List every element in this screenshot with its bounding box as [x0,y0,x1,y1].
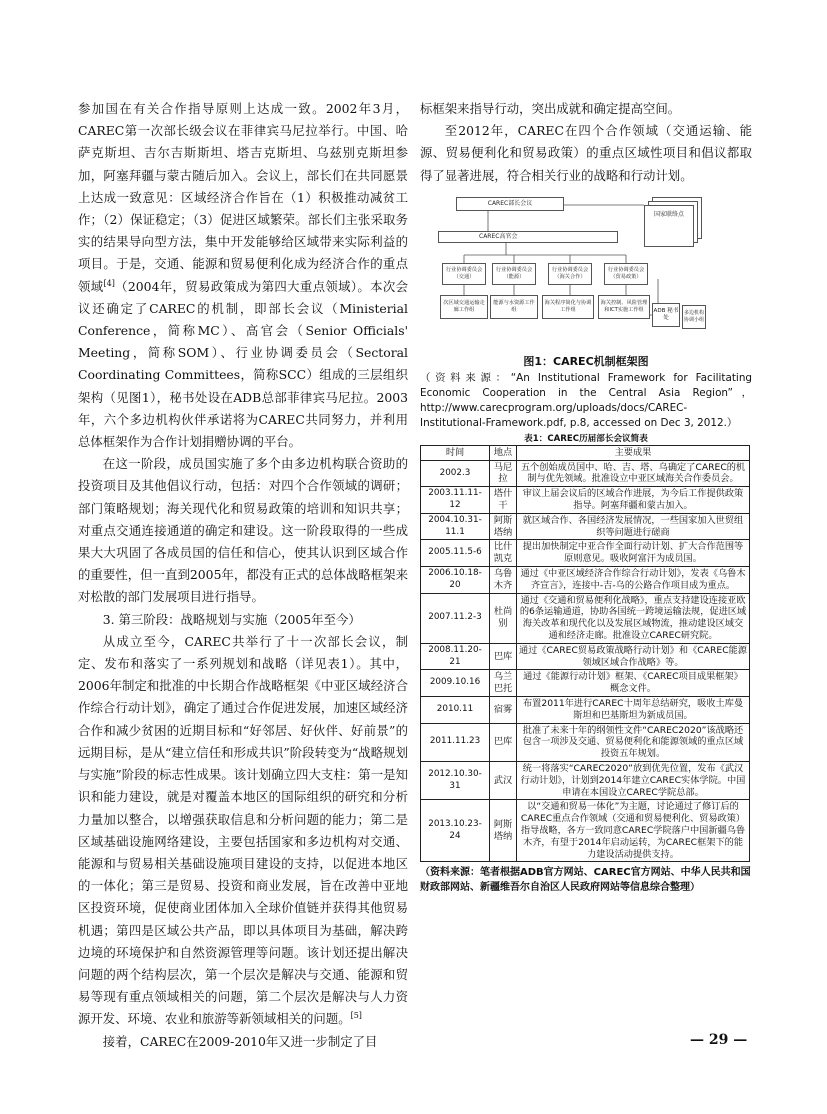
committee-box-transport: 行业协调委员会（交通） [442,263,486,285]
working-group-box-2: 能源与水资源工作组 [490,295,538,319]
table-cell-result: 提出加快制定中亚合作全面行动计划、扩大合作范围等原则意见。吸收阿富汗为成员国。 [517,540,750,567]
body-paragraph-6: 至2012年，CAREC在四个合作领域（交通运输、能源、贸易便利化和贸易政策）的重点区域性项目和倡议都取得了显著进展，符合相关行业的战略和行动计划。 [420,123,752,183]
committee-box-customs: 行业协调委员会（海关合作） [548,263,592,285]
table-cell-result: 五个创始成员国中、哈、吉、塔、乌确定了CAREC的机制与优先领域。批准设立中亚区域海关合作委员会。 [517,460,750,487]
table-cell-result: 通过《CAREC贸易政策战略行动计划》和《CAREC能源领域区域合作战略》等。 [517,643,750,670]
working-group-box-1: 次区域交通运输走廊工作组 [440,295,488,319]
national-focal-points-box: 国家联络点 [644,205,694,247]
citation-ref: [5] [350,1011,362,1021]
table-header-place: 地点 [490,445,517,460]
table-cell-date: 2006.10.18-20 [421,566,490,593]
body-paragraph-1: 参加国在有关合作指导原则上达成一致。2002年3月，CAREC第一次部长级会议在菲律宾马尼拉举行。中国、哈萨克斯坦、吉尔吉斯斯坦、塔吉克斯坦、乌兹别克斯坦参加，阿塞拜疆与蒙古随后加入。会议上，部长们在共同愿景上达成一致意见：区域经济合作旨在（1）积极推动减贫工作；（2）保证稳定；（3）促进区域繁荣。部长们主张采取务实的结果导向型方法，集中开发能够给区域带来实际利益的项目。于是，交通、能源和贸易便利化成为经济合作的重点领域[4]（2004年，贸易政策成为第四大重点领域）。本次会议还确定了CAREC的机制，即部长会议（Ministerial Conference，简称MC）、高官会（Senior Officials' Meeting，简称SOM）、行业协调委员会（Sectoral Coordinating Committees，简称SCC）组成的三层组织架构（见图1），秘书处设在ADB总部菲律宾马尼拉。2003年，六个多边机构伙伴承诺将为CAREC共同努力，并利用总体框架作为合作计划捐赠协调的平台。 [78,101,408,450]
table-cell-place: 阿斯塔纳 [490,513,517,540]
table-cell-place: 巴库 [490,643,517,670]
body-paragraph-3: 从成立至今，CAREC共举行了十一次部长会议，制定、发布和落实了一系列规划和战略（详见表1）。其中，2006年制定和批准的中长期合作战略框架《中亚区域经济合作综合行动计划》，确定了通过合作促进发展，加速区域经济合作和减少贫困的近期目标和“好邻居、好伙伴、好前景”的远期目标，是从“建立信任和形成共识”阶段转变为“战略规划与实施”阶段的标志性成果。该计划确立四大支柱：第一是知识和能力建设，就是对覆盖本地区的国际组织的研究和分析力量加以整合，以增强获取信息和分析问题的能力；第二是区域基础设施网络建设，主要包括国家和多边机构对交通、能源和与贸易相关基础设施项目建设的支持，以促进本地区的一体化；第三是贸易、投资和商业发展，旨在改善中亚地区投资环境，促使商业团体加入全球价值链并获得其他贸易机遇；第四是区域公共产品，即以具体项目为基础，解决跨边境的环境保护和自然资源管理等问题。该计划还提出解决问题的两个结构层次，第一个层次是解决与交通、能源和贸易等现有重点领域相关的问题，第二个层次是解决与人力资源开发、环境、农业和旅游等新领域相关的问题。[5] [78,633,408,1027]
table-cell-place: 武汉 [490,761,517,799]
table-cell-date: 2002.3 [421,460,490,487]
section-heading: 3. 第三阶段：战略规划与实施（2005年至今） [102,611,361,627]
ministerial-meetings-table [420,445,750,863]
body-paragraph-5: 标框架来指导行动，突出成就和确定提高空间。 [420,101,681,116]
table-row [421,487,750,514]
table-row [421,643,750,670]
page-number: — 29 — [690,1032,748,1048]
table-cell-place: 杜尚别 [490,593,517,643]
senior-officials-box: CAREC高官会 [438,231,618,243]
table-cell-date: 2008.11.20-21 [421,643,490,670]
body-paragraph-2: 在这一阶段，成员国实施了多个由多边机构联合资助的投资项目及其他倡议行动，包括：对四个合作领域的调研；部门策略规划；海关现代化和贸易政策的培训和知识共享；对重点交通连接通道的确定和建设。这一阶段取得的一些成果大大巩固了各成员国的信任和信心，使其认识到区域合作的重要性，但一直到2005年，都没有正式的总体战略框架来对松散的部门发展项目进行指导。 [78,456,408,605]
table-row [421,513,750,540]
body-paragraph-4: 接着，CAREC在2009-2010年又进一步制定了目 [102,1033,378,1049]
table-cell-date: 2005.11.5-6 [421,540,490,567]
table-row [421,593,750,643]
table-header-date: 时间 [421,445,490,460]
table-row [421,761,750,799]
table-row [421,696,750,723]
citation-ref: [4] [103,278,115,288]
table-cell-date: 2012.10.30-31 [421,761,490,799]
table-row [421,540,750,567]
table-cell-place: 乌兰巴托 [490,670,517,697]
table-caption: 表1：CAREC历届部长会议简表 [524,433,648,444]
figure-caption: 图1：CAREC机制框架图 [523,354,649,368]
ministerial-conference-box: CAREC部长会议 [456,197,564,211]
table-cell-result: 审议上届会议后的区域合作进展，为今后工作提供政策指导。阿塞拜疆和蒙古加入。 [517,487,750,514]
working-group-box-3: 海关程序简化与协调工作组 [542,295,594,319]
table-cell-place: 阿斯塔纳 [490,800,517,862]
table-row [421,460,750,487]
table-cell-result: 通过《能源行动计划》框架、《CAREC项目成果框架》概念文件。 [517,670,750,697]
table-cell-place: 巴库 [490,723,517,761]
carec-framework-diagram [426,193,706,349]
committee-box-trade: 行业协调委员会（贸易政策） [604,263,648,285]
multilateral-partners-box: 多边机构协调小组 [682,305,706,329]
table-cell-date: 2009.10.16 [421,670,490,697]
table-cell-result: 布置2011年进行CAREC十周年总结研究，吸收土库曼斯坦和巴基斯坦为新成员国。 [517,696,750,723]
table-cell-place: 乌鲁木齐 [490,566,517,593]
table-cell-place: 比什凯克 [490,540,517,567]
table-cell-date: 2007.11.2-3 [421,593,490,643]
table-body [421,460,750,862]
table-row [421,800,750,862]
table-cell-place: 马尼拉 [490,460,517,487]
table-row [421,566,750,593]
table-source: （资料来源：笔者根据ADB官方网站、CAREC官方网站、中华人民共和国财政部网站、新疆维吾尔自治区人民政府网站等信息综合整理） [420,867,751,894]
committee-box-energy: 行业协调委员会（能源） [492,263,536,285]
figure-source: （资料来源：“An Institutional Framework for Facilitating Economic Cooperation in the Central Asia Region”，http://www.carecprogram.org/uploads/docs/CAREC-Institutional-Framework.pdf, p.8, accessed on Dec 3, 2012.） [420,371,752,429]
table-cell-place: 塔什干 [490,487,517,514]
table-header-result: 主要成果 [517,445,750,460]
left-column [78,98,408,1053]
table-cell-result: 以“交通和贸易一体化”为主题，讨论通过了修订后的CAREC重点合作领域（交通和贸易便利化、贸易政策）指导战略，各方一致同意CAREC学院落户中国新疆乌鲁木齐，有望于2014年启动运转，为CAREC框架下的能力建设活动提供支持。 [517,800,750,862]
table-cell-result: 统一将落实“CAREC2020”放到优先位置，发布《武汉行动计划》，计划到2014年建立CAREC实体学院。中国申请在本国设立CAREC学院总部。 [517,761,750,799]
table-row [421,723,750,761]
table-cell-result: 通过《交通和贸易便利化战略》，重点支持建设连接亚欧的6条运输通道，协助各国统一跨境运输法规，促进区域海关改革和现代化以及发展区域物流，推动建设区域交通和经济走廊。批准设立CAREC研究院。 [517,593,750,643]
table-header-row [421,445,750,460]
table-cell-date: 2004.10.31-11.1 [421,513,490,540]
adb-secretariat-box: ADB 秘书处 [652,303,680,327]
table-cell-date: 2011.11.23 [421,723,490,761]
right-column [420,98,752,895]
table-cell-date: 2010.11 [421,696,490,723]
table-cell-date: 2003.11.11-12 [421,487,490,514]
working-group-box-4: 海关控制、风险管理和ICT实施工作组 [598,295,650,319]
table-cell-place: 宿雾 [490,696,517,723]
table-cell-result: 批准了未来十年的纲领性文件“CAREC2020”该战略还包含一项涉及交通、贸易便利化和能源领域的重点区域投资五年规划。 [517,723,750,761]
table-cell-result: 通过《中亚区域经济合作综合行动计划》，发表《乌鲁木齐宣言》，连接中-吉-乌的公路合作项目成为重点。 [517,566,750,593]
table-cell-date: 2013.10.23-24 [421,800,490,862]
table-cell-result: 就区域合作、各国经济发展情况，一些国家加入世贸组织等问题进行磋商 [517,513,750,540]
table-row [421,670,750,697]
